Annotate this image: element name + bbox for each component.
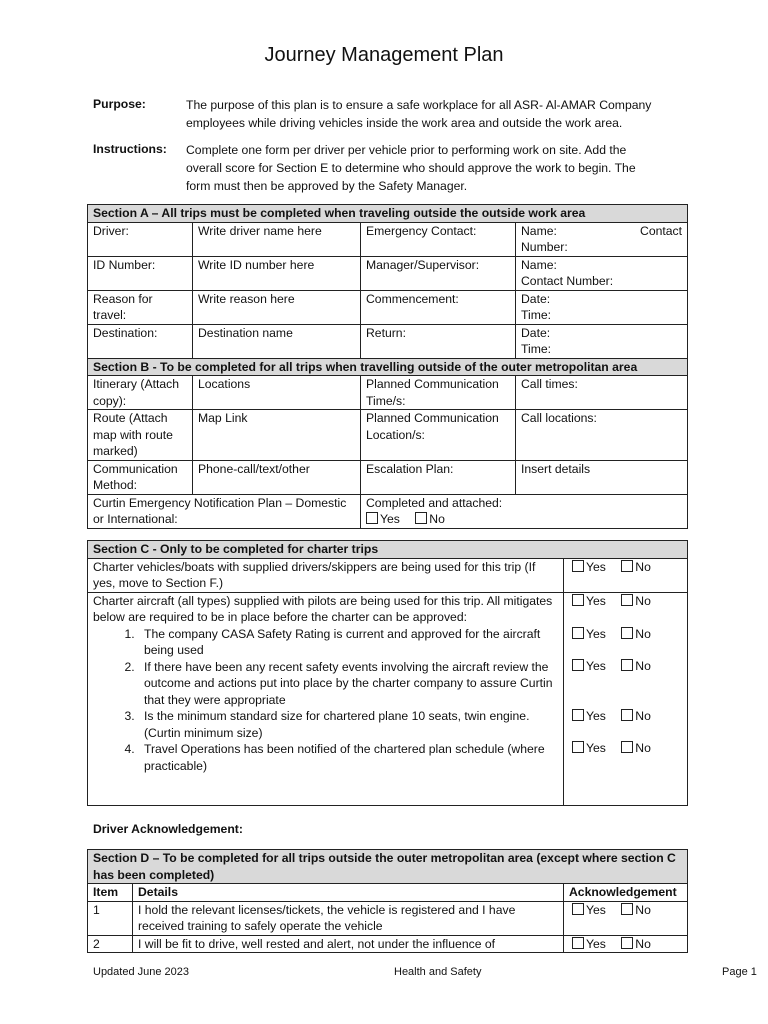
return-date-label: Date: xyxy=(521,325,551,340)
call-times-field[interactable]: Call times: xyxy=(516,376,688,410)
instructions-line-3: form must then be approved by the Safety Manager. xyxy=(186,179,468,193)
footer-page-number: Page 1 xyxy=(722,966,757,978)
section-d-table xyxy=(87,849,688,953)
no-label: No xyxy=(635,626,651,641)
checkbox-icon[interactable] xyxy=(415,512,427,524)
table-row xyxy=(88,901,688,935)
no-label: No xyxy=(635,658,651,673)
completed-yes-no xyxy=(366,511,682,528)
no-option[interactable] xyxy=(621,559,651,576)
reason-field[interactable]: Write reason here xyxy=(193,290,361,324)
commencement-time-label: Time: xyxy=(521,308,552,322)
footer-updated: Updated June 2023 xyxy=(93,966,190,978)
emergency-number-label: Number: xyxy=(521,240,568,254)
yes-option[interactable] xyxy=(572,740,606,757)
no-option[interactable] xyxy=(621,740,651,757)
no-label: No xyxy=(635,559,651,574)
no-option[interactable] xyxy=(621,658,651,675)
footer-department: Health and Safety xyxy=(394,966,482,978)
manager-name-label: Name: xyxy=(521,257,557,272)
yes-option[interactable] xyxy=(572,902,606,919)
planned-comm-time-label: Planned Communication Time/s: xyxy=(361,376,516,410)
section-d-header: Section D – To be completed for all trips outside the outer metropolitan area (except where section C has been completed) xyxy=(88,850,688,884)
yes-label: Yes xyxy=(586,936,606,951)
yes-label: Yes xyxy=(586,708,606,723)
item-1-yes-no xyxy=(572,626,651,643)
item-2-yes-no xyxy=(572,658,651,675)
charter-mitigation-list xyxy=(93,626,558,775)
manager-label: Manager/Supervisor: xyxy=(361,256,516,290)
return-label: Return: xyxy=(361,324,516,358)
id-number-label: ID Number: xyxy=(88,256,193,290)
checkbox-icon[interactable] xyxy=(621,659,633,671)
return-field[interactable] xyxy=(516,324,688,358)
purpose-line-1: The purpose of this plan is to ensure a safe workplace for all ASR- Al-AMAR Company xyxy=(186,98,652,112)
no-option[interactable] xyxy=(621,593,651,610)
details-column-header: Details xyxy=(133,884,564,902)
comm-method-label: Communication Method: xyxy=(88,460,193,494)
commencement-field[interactable] xyxy=(516,290,688,324)
no-label: No xyxy=(635,593,651,608)
checkbox-icon[interactable] xyxy=(621,937,633,949)
checkbox-icon[interactable] xyxy=(572,709,584,721)
sections-a-b-table xyxy=(87,204,688,529)
driver-field[interactable]: Write driver name here xyxy=(193,222,361,256)
emergency-contact-label: Emergency Contact: xyxy=(361,222,516,256)
no-option[interactable] xyxy=(621,936,651,953)
yes-label: Yes xyxy=(586,626,606,641)
commencement-label: Commencement: xyxy=(361,290,516,324)
yes-option[interactable] xyxy=(572,658,606,675)
yes-option[interactable] xyxy=(572,936,606,953)
checkbox-icon[interactable] xyxy=(572,627,584,639)
yes-label: Yes xyxy=(380,512,400,526)
checkbox-icon[interactable] xyxy=(621,560,633,572)
item-number: 1 xyxy=(88,901,133,935)
driver-acknowledgement-label: Driver Acknowledgement: xyxy=(93,822,243,836)
checkbox-icon[interactable] xyxy=(621,709,633,721)
charter-vehicles-text: Charter vehicles/boats with supplied drivers/skippers are being used for this trip (If yes, move to Section F.) xyxy=(88,558,564,592)
checkbox-icon[interactable] xyxy=(621,627,633,639)
section-c-table xyxy=(87,540,688,806)
no-label: No xyxy=(635,740,651,755)
id-number-field[interactable]: Write ID number here xyxy=(193,256,361,290)
item-number: 2 xyxy=(88,935,133,953)
acknowledgement-column-header: Acknowledgement xyxy=(564,884,688,902)
aircraft-yes-no xyxy=(572,593,651,610)
no-option[interactable] xyxy=(415,511,445,528)
yes-option[interactable] xyxy=(572,626,606,643)
escalation-plan-field[interactable]: Insert details xyxy=(516,460,688,494)
planned-comm-location-label: Planned Communication Location/s: xyxy=(361,410,516,461)
no-option[interactable] xyxy=(621,626,651,643)
completed-attached-cell xyxy=(361,494,688,528)
item-4-yes-no xyxy=(572,740,651,757)
instructions-text xyxy=(186,141,636,195)
checkbox-icon[interactable] xyxy=(621,594,633,606)
manager-field[interactable] xyxy=(516,256,688,290)
list-item: 2. If there have been any recent safety events involving the aircraft review the outcome and actions put into place by the charter company to assure Curtin that they were appropriate xyxy=(138,659,558,709)
map-link-field[interactable]: Map Link xyxy=(193,410,361,461)
yes-option[interactable] xyxy=(572,708,606,725)
route-label: Route (Attach map with route marked) xyxy=(88,410,193,461)
yes-label: Yes xyxy=(586,658,606,673)
item-details: I hold the relevant licenses/tickets, the vehicle is registered and I have received training to safely operate the vehicle xyxy=(133,901,564,935)
charter-aircraft-cell xyxy=(88,592,564,805)
instructions-label: Instructions: xyxy=(93,142,167,156)
emergency-name-label: Name: xyxy=(521,223,557,238)
section-b-header: Section B - To be completed for all trips when travelling outside of the outer metropolitan area xyxy=(88,358,688,376)
checkbox-icon[interactable] xyxy=(366,512,378,524)
driver-label: Driver: xyxy=(88,222,193,256)
table-row xyxy=(88,935,688,953)
list-item: 1. The company CASA Safety Rating is current and approved for the aircraft being used xyxy=(138,626,558,659)
checkbox-icon[interactable] xyxy=(572,560,584,572)
yes-label: Yes xyxy=(586,559,606,574)
checkbox-icon[interactable] xyxy=(572,741,584,753)
emergency-contact-field[interactable] xyxy=(516,222,688,256)
comm-method-field[interactable]: Phone-call/text/other xyxy=(193,460,361,494)
itinerary-label: Itinerary (Attach copy): xyxy=(88,376,193,410)
instructions-line-2: overall score for Section E to determine who should approve the work to begin. The xyxy=(186,161,636,175)
yes-option[interactable] xyxy=(366,511,400,528)
emergency-contact-label-2: Contact xyxy=(640,223,683,238)
section-a-header: Section A – All trips must be completed when traveling outside the outside work area xyxy=(88,205,688,223)
yes-label: Yes xyxy=(586,740,606,755)
charter-vehicles-yes-no xyxy=(564,558,688,592)
checkbox-icon[interactable] xyxy=(572,903,584,915)
item-3-yes-no xyxy=(572,708,651,725)
call-locations-field[interactable]: Call locations: xyxy=(516,410,688,461)
purpose-label: Purpose: xyxy=(93,97,146,111)
no-label: No xyxy=(429,512,445,526)
no-option[interactable] xyxy=(621,708,651,725)
no-label: No xyxy=(635,902,651,917)
item-details: I will be fit to drive, well rested and alert, not under the influence of xyxy=(133,935,564,953)
checkbox-icon[interactable] xyxy=(572,659,584,671)
checkbox-icon[interactable] xyxy=(572,937,584,949)
no-option[interactable] xyxy=(621,902,651,919)
instructions-line-1: Complete one form per driver per vehicle prior to performing work on site. Add the xyxy=(186,143,627,157)
yes-option[interactable] xyxy=(572,593,606,610)
yes-label: Yes xyxy=(586,593,606,608)
list-item: 4. Travel Operations has been notified of the chartered plan schedule (where practicable) xyxy=(138,741,558,774)
list-item: 3. Is the minimum standard size for chartered plane 10 seats, twin engine. (Curtin minimum size) xyxy=(138,708,558,741)
destination-field[interactable]: Destination name xyxy=(193,324,361,358)
item-column-header: Item xyxy=(88,884,133,902)
completed-attached-label: Completed and attached: xyxy=(366,495,503,510)
destination-label: Destination: xyxy=(88,324,193,358)
page-title: Journey Management Plan xyxy=(264,44,504,66)
checkbox-icon[interactable] xyxy=(572,594,584,606)
no-label: No xyxy=(635,936,651,951)
section-c-header: Section C - Only to be completed for charter trips xyxy=(88,541,688,559)
commencement-date-label: Date: xyxy=(521,291,551,306)
purpose-text xyxy=(186,96,651,132)
curtin-plan-label: Curtin Emergency Notification Plan – Domestic or International: xyxy=(88,494,361,528)
charter-aircraft-yes-no-column xyxy=(564,592,688,805)
ack-yes-no xyxy=(564,935,688,953)
yes-label: Yes xyxy=(586,902,606,917)
ack-yes-no xyxy=(564,901,688,935)
checkbox-icon[interactable] xyxy=(621,741,633,753)
no-label: No xyxy=(635,708,651,723)
return-time-label: Time: xyxy=(521,342,552,356)
manager-contact-label: Contact Number: xyxy=(521,274,614,288)
yes-option[interactable] xyxy=(572,559,606,576)
escalation-plan-label: Escalation Plan: xyxy=(361,460,516,494)
checkbox-icon[interactable] xyxy=(621,903,633,915)
purpose-line-2: employees while driving vehicles inside the work area and outside the work area. xyxy=(186,116,623,130)
charter-aircraft-text: Charter aircraft (all types) supplied with pilots are being used for this trip. All mitigates below are required to be in place before the charter can be approved: xyxy=(93,593,553,624)
reason-label: Reason for travel: xyxy=(88,290,193,324)
itinerary-field[interactable]: Locations xyxy=(193,376,361,410)
